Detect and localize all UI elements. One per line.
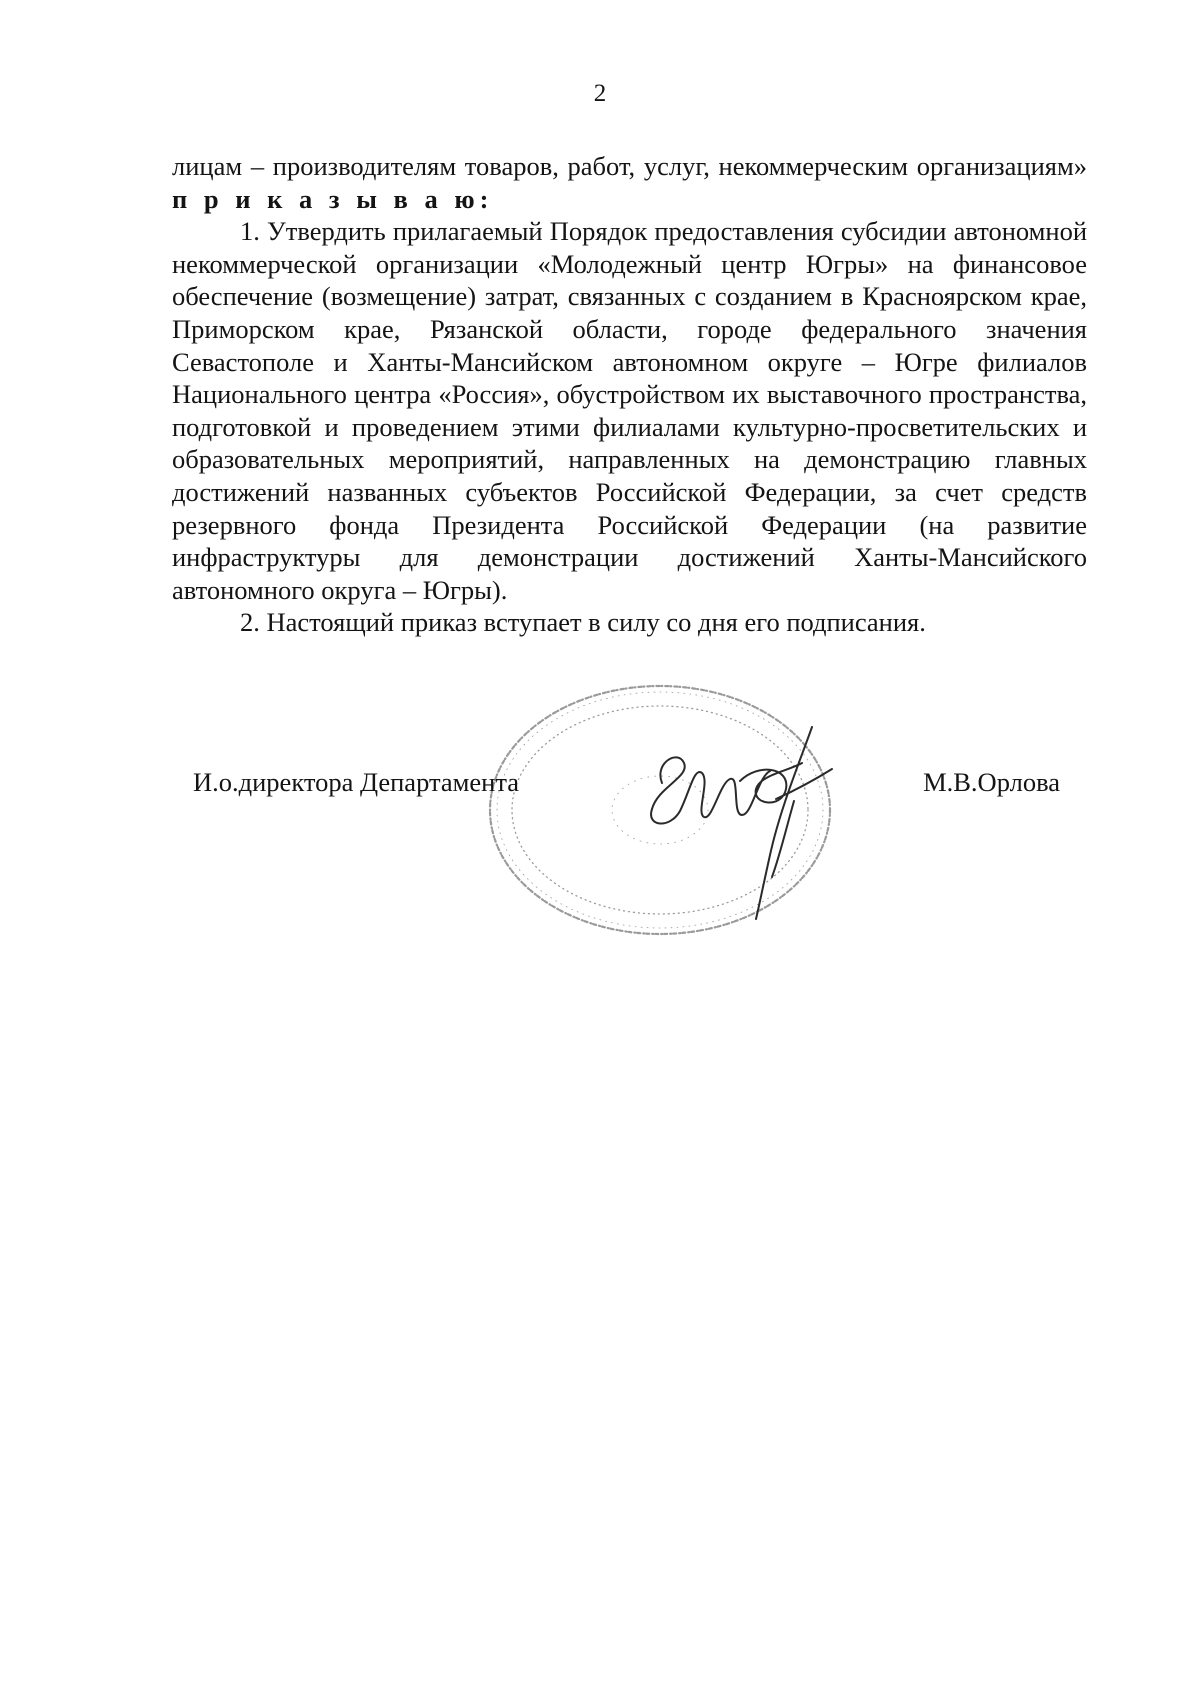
- intro-text: лицам – производителям товаров, работ, услуг, некоммерческим организациям»: [172, 151, 1087, 181]
- page-number: 2: [593, 80, 607, 107]
- intro-paragraph: [172, 150, 1087, 215]
- signer-name: М.В.Орлова: [923, 767, 1060, 797]
- order-item-1: 1. Утвердить прилагаемый Порядок предоставления субсидии автономной некоммерческой организации «Молодежный центр Югры» на финансовое обеспечение (возмещение) затрат, связанных с созданием в Красноярском крае, Приморском крае, Рязанской области, городе федерального значения Севастополе и Ханты-Мансийском автономном округе – Югре филиалов Национального центра «Россия», обустройством их выставочного пространства, подготовкой и проведением этими филиалами культурно-просветительских и образовательных мероприятий, направленных на демонстрацию главных достижений названных субъектов Российской Федерации, за счет средств резервного фонда Президента Российской Федерации (на развитие инфраструктуры для демонстрации достижений Ханты-Мансийского автономного округа – Югры).: [172, 216, 1087, 605]
- signature-image: [640, 705, 840, 930]
- signer-position: И.о.директора Департамента: [193, 767, 520, 797]
- order-body: [172, 150, 1087, 639]
- order-item-2: 2. Настоящий приказ вступает в силу со дня его подписания.: [240, 607, 926, 638]
- order-word: п р и к а з ы в а ю:: [172, 183, 494, 214]
